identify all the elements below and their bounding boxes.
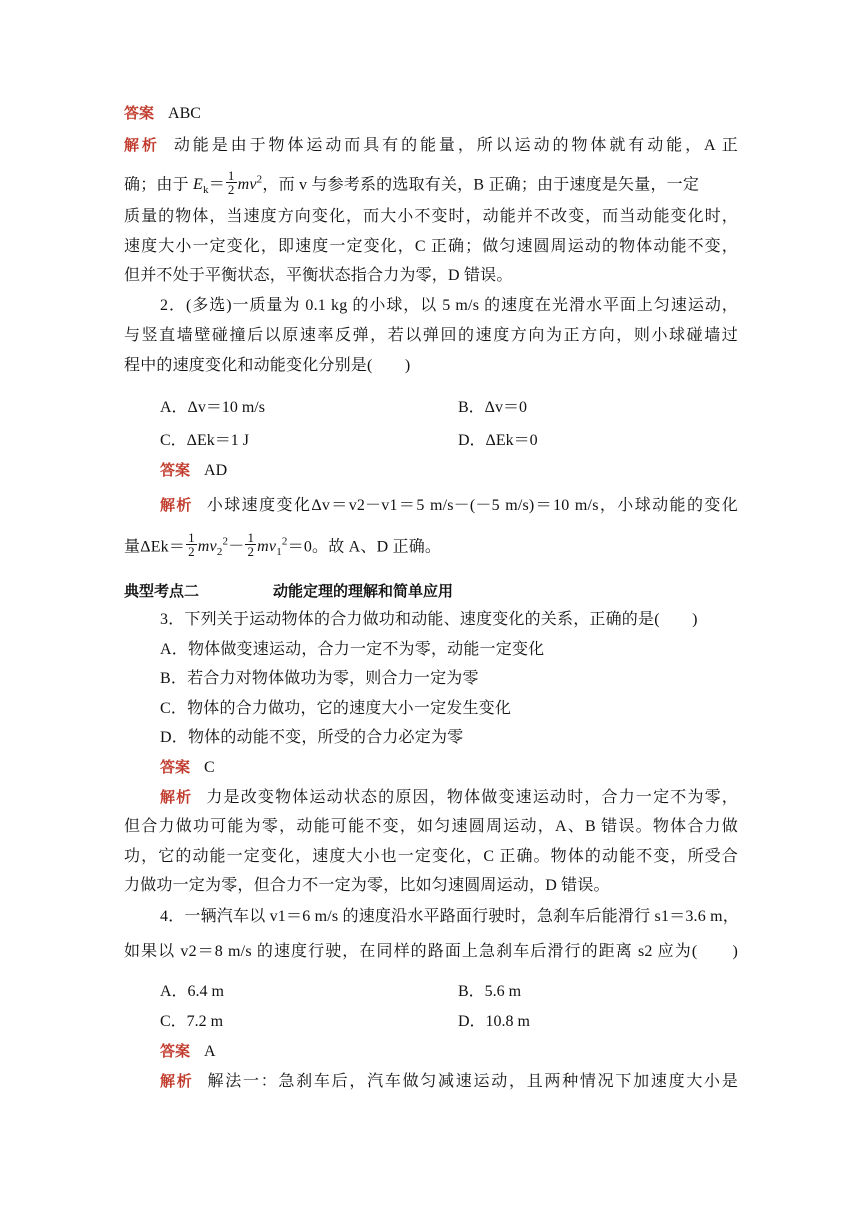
q3-option-d: D．物体的动能不变，所受的合力必定为零 [160, 729, 464, 746]
q4-options-row-2 [160, 1012, 738, 1034]
q3-option-c: C．物体的合力做功，它的速度大小一定发生变化 [160, 700, 512, 717]
q4-stem-line-1: 4．一辆汽车以 v1＝6 m/s 的速度沿水平路面行驶时，急刹车后能滑行 s1＝3.6 m， [160, 908, 739, 925]
q2-option-c: C．ΔEk＝1 J [160, 432, 249, 449]
q4-option-d: D．10.8 m [458, 1013, 531, 1030]
answer-label: 答案 [160, 461, 191, 479]
q2-analysis-line-1: 解析 小球速度变化Δv＝v2－v1＝5 m/s－(－5 m/s)＝10 m/s，小球动能的变化 [160, 496, 738, 514]
q2-stem-line-2: 与竖直墙壁碰撞后以原速率反弹，若以弹回的速度方向为正方向，则小球碰墙过 [124, 327, 738, 344]
q2-options-row-2 [160, 431, 738, 453]
q1-answer-line [124, 103, 201, 125]
q2-analysis-line-2: 量ΔEk＝ $\frac{1}{2}$ $mv_2^2-$ $\frac{1}{2}$ $mv_1^2=0$。故 A、D 正确。 [124, 530, 442, 560]
q3-analysis-line-2: 但合力做功可能为零，动能可能不变，如匀速圆周运动，A、B 错误。物体合力做 [124, 818, 738, 835]
q3-stem: 3．下列关于运动物体的合力做功和动能、速度变化的关系，正确的是( ) [160, 611, 698, 628]
q2-answer: AD [204, 462, 228, 479]
q4-answer: A [204, 1043, 216, 1060]
answer-label: 答案 [124, 104, 155, 122]
q3-answer-line [160, 757, 215, 779]
kinetic-energy-formula: $E_k=$ $\frac{1}{2}$ $mv^2$ [193, 168, 263, 198]
q4-option-a: A．6.4 m [160, 983, 225, 1000]
answer-label: 答案 [160, 1042, 191, 1060]
q4-analysis-line-1: 解析 解法一：急刹车后，汽车做匀减速运动，且两种情况下加速度大小是 [160, 1072, 738, 1090]
q2-options-row-1 [160, 398, 738, 420]
q3-answer: C [204, 759, 215, 776]
q3-option-a: A．物体做变速运动，合力一定不为零，动能一定变化 [160, 641, 545, 658]
q2-stem-line-3: 程中的速度变化和动能变化分别是( ) [124, 357, 411, 374]
q1-analysis-line-1: 解析 动能是由于物体运动而具有的能量，所以运动的物体就有动能，A 正 [124, 136, 739, 154]
analysis-label: 解析 [160, 1072, 194, 1090]
kinetic-energy-change-formula: $\frac{1}{2}$ $mv_2^2-$ $\frac{1}{2}$ $mv_1^2$ [188, 530, 288, 560]
q3-analysis-line-3: 功，它的动能一定变化，速度大小也一定变化，C 正确。物体的动能不变，所受合 [124, 848, 738, 865]
q2-option-a: A．Δv＝10 m/s [160, 399, 265, 416]
analysis-label: 解析 [124, 136, 160, 154]
q2-option-d: D．ΔEk＝0 [458, 432, 538, 449]
q4-stem-line-2: 如果以 v2＝8 m/s 的速度行驶，在同样的路面上急刹车后滑行的距离 s2 应为( ) [124, 943, 738, 960]
analysis-label: 解析 [160, 788, 193, 806]
answer-label: 答案 [160, 758, 191, 776]
q1-analysis-line-3: 质量的物体，当速度方向变化，而大小不变时，动能并不改变，而当动能变化时， [124, 208, 738, 225]
q2-option-b: B．Δv＝0 [458, 399, 527, 416]
q3-analysis-line-4: 力做功一定为零，但合力不一定为零，比如匀速圆周运动，D 错误。 [124, 877, 610, 894]
q2-answer-line [160, 460, 227, 482]
section-heading [124, 581, 453, 603]
q1-analysis-line-4: 速度大小一定变化，即速度一定变化，C 正确；做匀速圆周运动的物体动能不变， [124, 238, 738, 255]
q1-answer: ABC [168, 105, 201, 122]
q4-option-b: B．5.6 m [458, 983, 522, 1000]
section-title: 典型考点二 [124, 582, 200, 600]
section-topic: 动能定理的理解和简单应用 [273, 582, 454, 600]
analysis-label: 解析 [160, 496, 193, 514]
q3-analysis-line-1: 解析 力是改变物体运动状态的原因，物体做变速运动时，合力一定不为零， [160, 788, 739, 806]
q1-analysis-line-2: 确；由于 $E_k=$ $\frac{1}{2}$ $mv^2$，而 v 与参考系的选取有关，B 正确；由于速度是矢量，一定 [124, 168, 700, 198]
q3-option-b: B．若合力对物体做功为零，则合力一定为零 [160, 670, 479, 687]
q4-option-c: C．7.2 m [160, 1013, 224, 1030]
q1-analysis-line-5: 但并不处于平衡状态，平衡状态指合力为零，D 错误。 [124, 267, 513, 284]
q4-options-row-1 [160, 982, 738, 1004]
q4-answer-line [160, 1041, 216, 1063]
q2-stem-line-1: 2．(多选)一质量为 0.1 kg 的小球，以 5 m/s 的速度在光滑水平面上匀速运动， [160, 297, 738, 314]
